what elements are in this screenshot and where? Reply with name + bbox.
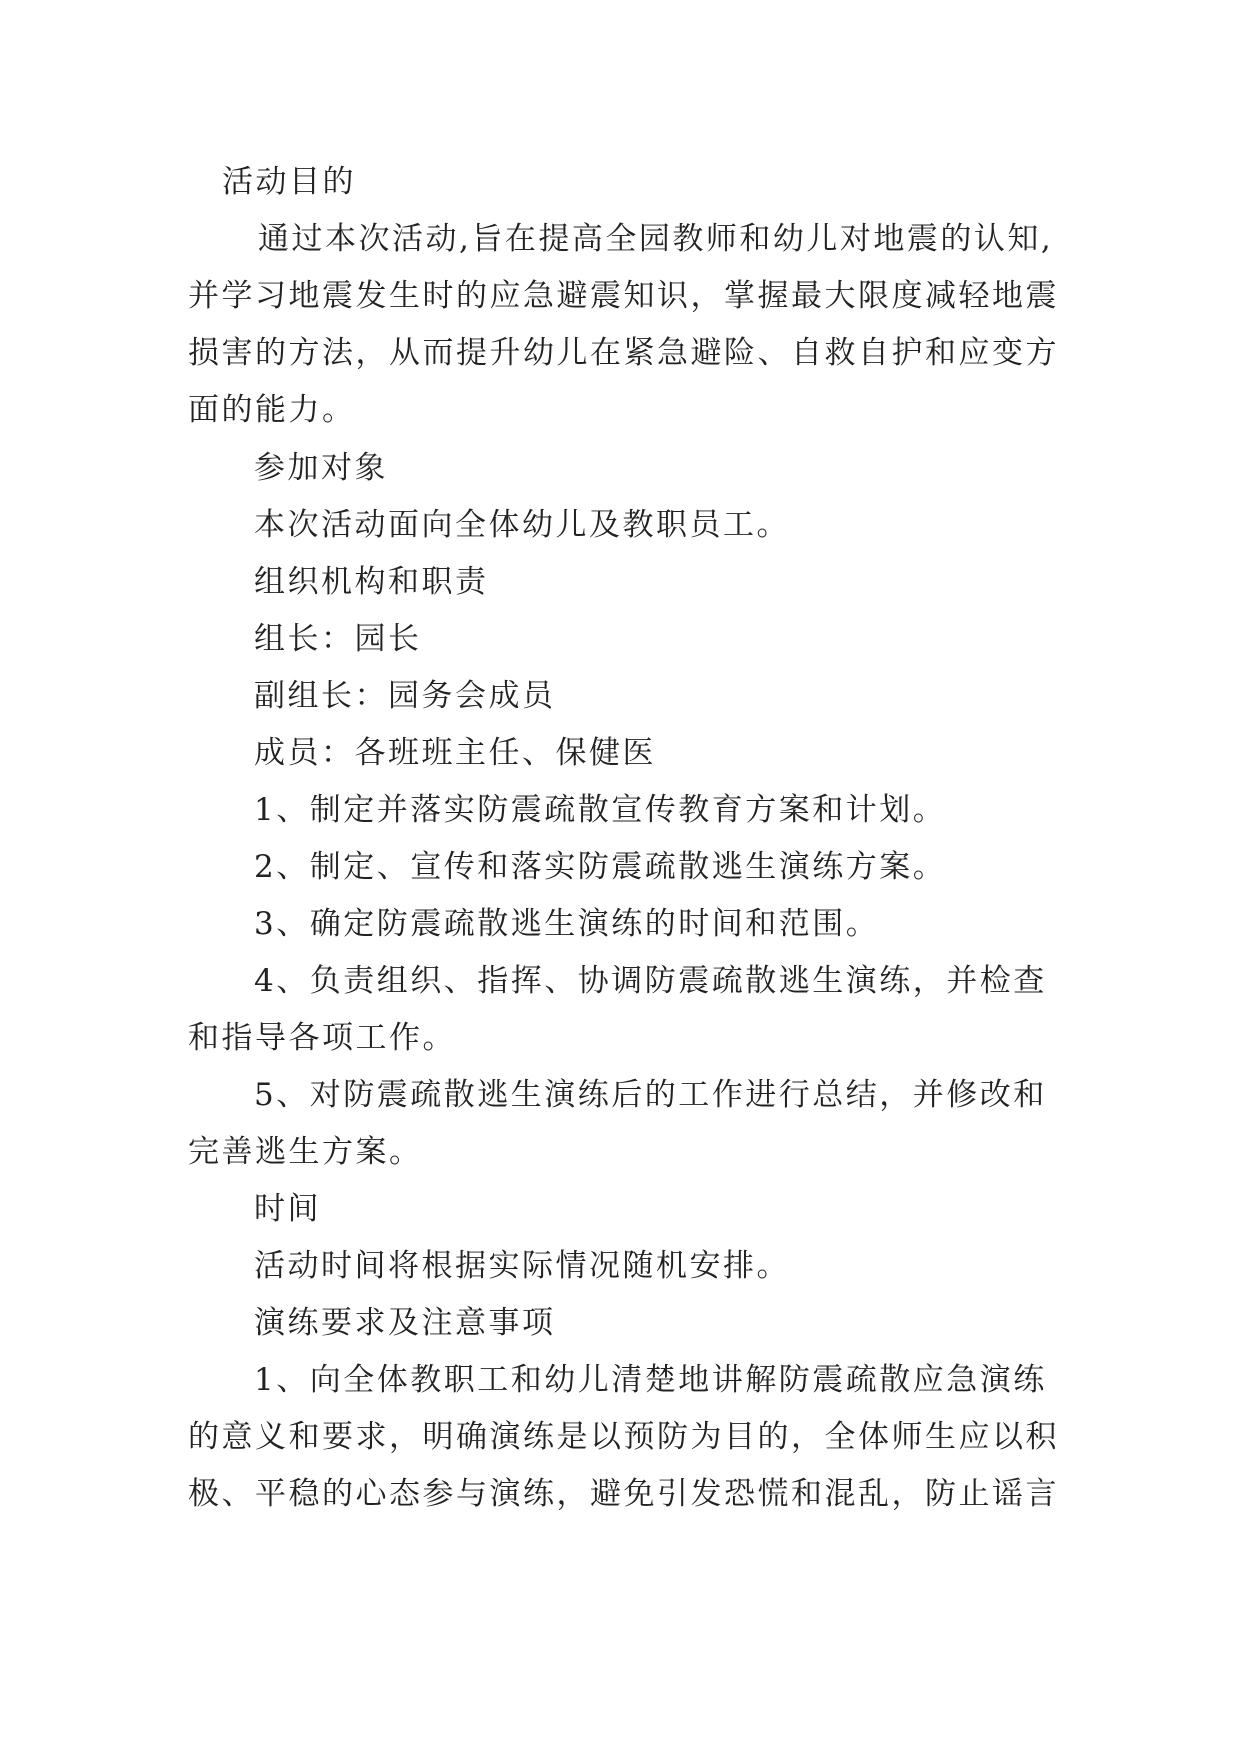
- heading-participants: 参加对象: [254, 450, 388, 486]
- list-item: 1、向全体教职工和幼儿清楚地讲解防震疏散应急演练: [254, 1362, 1047, 1398]
- paragraph-line: 活动时间将根据实际情况随机安排。: [254, 1248, 790, 1284]
- list-item-continuation: 完善逃生方案。: [188, 1134, 423, 1170]
- list-item: 5、对防震疏散逃生演练后的工作进行总结，并修改和: [254, 1077, 1047, 1113]
- paragraph-line: 并学习地震发生时的应急避震知识，掌握最大限度减轻地震: [188, 278, 1059, 314]
- paragraph-line: 本次活动面向全体幼儿及教职员工。: [254, 507, 790, 543]
- list-item: 1、制定并落实防震疏散宣传教育方案和计划。: [254, 792, 947, 828]
- paragraph-line: 组长：园长: [254, 621, 422, 657]
- paragraph-line: 面的能力。: [188, 392, 356, 428]
- heading-activity-purpose: 活动目的: [222, 164, 356, 200]
- paragraph-line: 通过本次活动,旨在提高全园教师和幼儿对地震的认知,: [258, 221, 1054, 257]
- list-item: 4、负责组织、指挥、协调防震疏散逃生演练，并检查: [254, 963, 1047, 999]
- list-item: 3、确定防震疏散逃生演练的时间和范围。: [254, 906, 880, 942]
- list-item: 2、制定、宣传和落实防震疏散逃生演练方案。: [254, 849, 947, 885]
- paragraph-line: 副组长：园务会成员: [254, 678, 556, 714]
- paragraph-line: 损害的方法，从而提升幼儿在紧急避险、自救自护和应变方: [188, 335, 1059, 371]
- list-item-continuation: 和指导各项工作。: [188, 1020, 456, 1056]
- list-item-continuation: 的意义和要求，明确演练是以预防为目的，全体师生应以积: [188, 1419, 1059, 1455]
- paragraph-line: 成员：各班班主任、保健医: [254, 735, 656, 771]
- heading-time: 时间: [254, 1191, 321, 1227]
- heading-requirements: 演练要求及注意事项: [254, 1305, 556, 1341]
- heading-organization: 组织机构和职责: [254, 564, 489, 600]
- list-item-continuation: 极、平稳的心态参与演练，避免引发恐慌和混乱，防止谣言: [188, 1476, 1059, 1512]
